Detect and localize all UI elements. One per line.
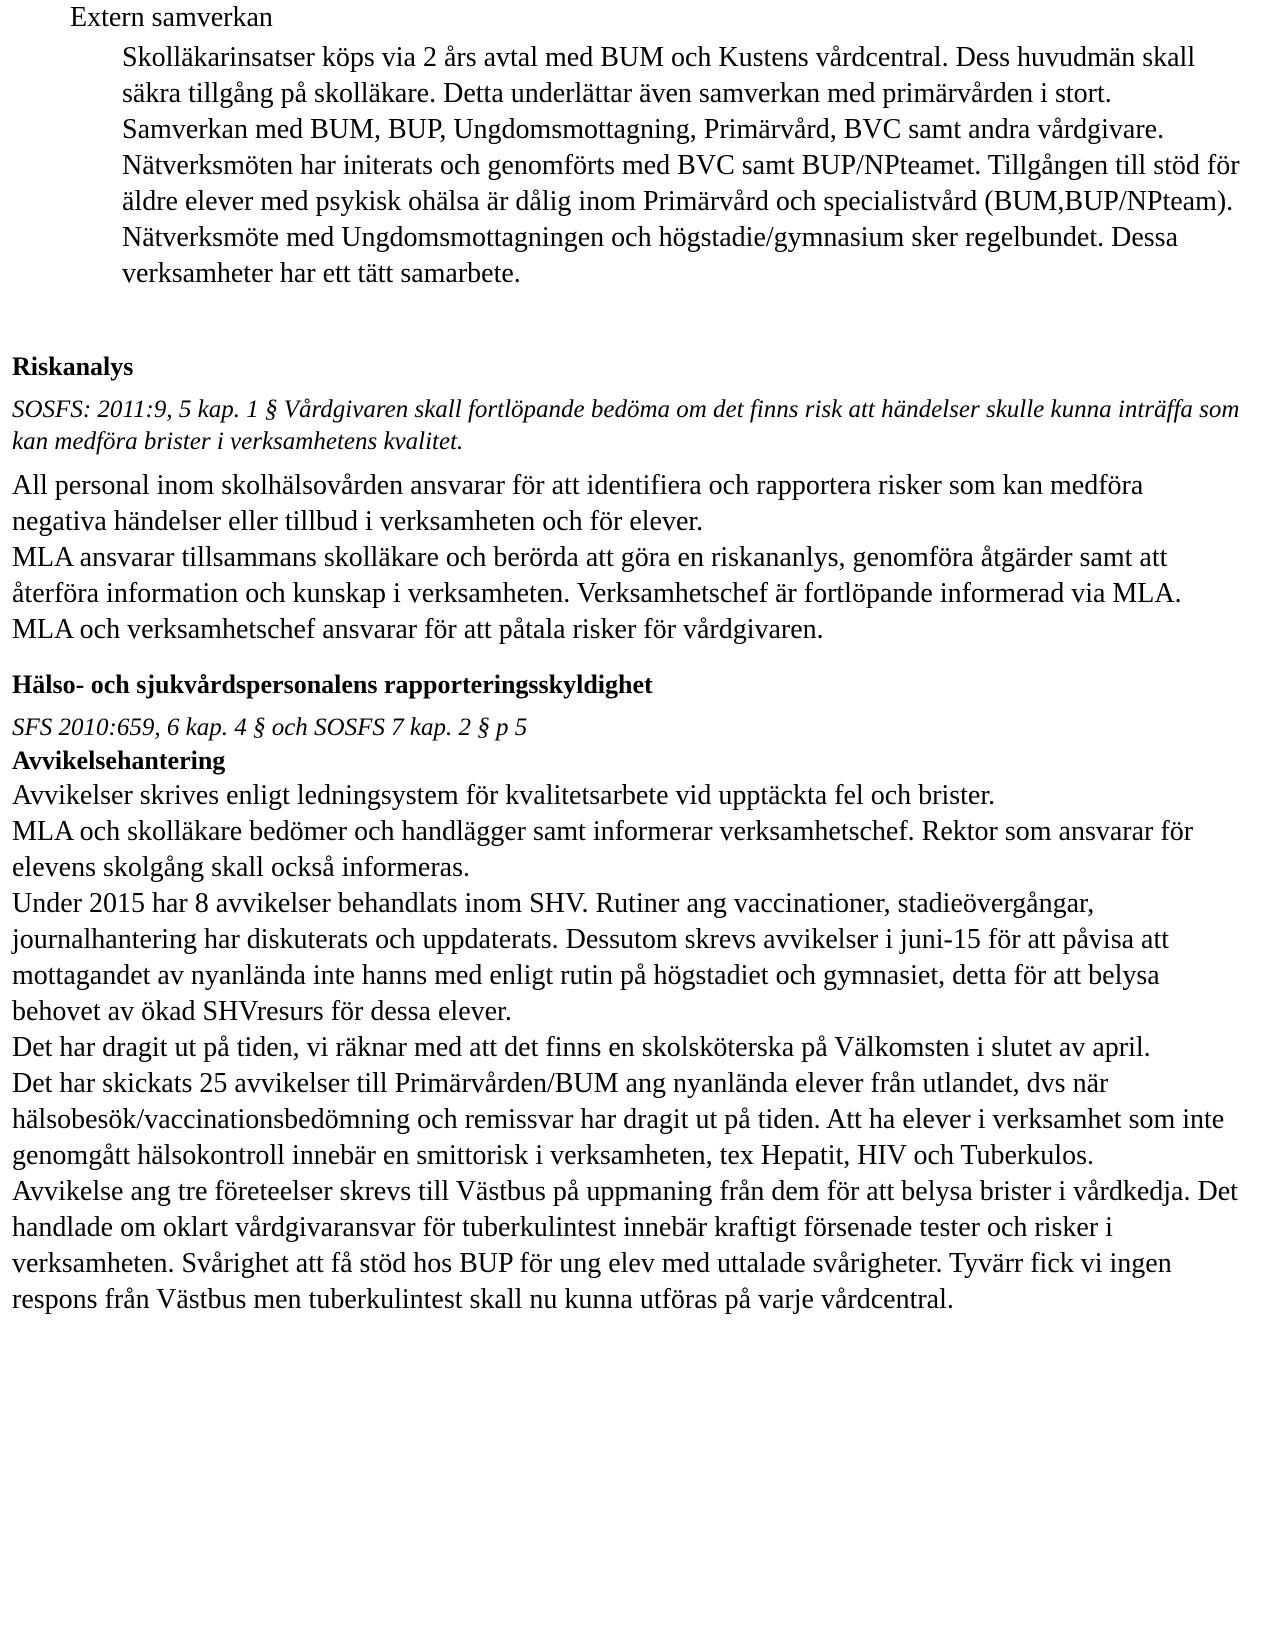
section-spacer xyxy=(12,292,1244,350)
rapportering-citation: SFS 2010:659, 6 kap. 4 § och SOSFS 7 kap. 2 § p 5 xyxy=(12,714,528,741)
extern-samverkan-paragraph-2: Samverkan med BUM, BUP, Ungdomsmottagning, Primärvård, BVC samt andra vårdgivare. Nätverksmöten har initerats och genomförts med BVC samt BUP/NPteamet. Tillgången till stöd för äldre elever med psykisk ohälsa är dålig inom Primärvård och specialistvård (BUM,BUP/NPteam). xyxy=(122,114,1240,217)
riskanalys-heading: Riskanalys xyxy=(12,352,134,381)
section-rapporteringsskyldighet xyxy=(12,668,1244,744)
avvikelsehantering-paragraph-2: MLA och skolläkare bedömer och handlägger samt informerar verksamhetschef. Rektor som ansvarar för elevens skolgång skall också informeras. xyxy=(12,816,1194,883)
riskanalys-citation: SOSFS: 2011:9, 5 kap. 1 § Vårdgivaren skall fortlöpande bedöma om det finns risk att händelser skulle kunna inträffa som kan medföra brister i verksamhetens kvalitet. xyxy=(12,396,1240,455)
citation-spacer xyxy=(12,458,1244,468)
extern-samverkan-body xyxy=(122,40,1244,292)
section-riskanalys xyxy=(12,350,1244,648)
avvikelsehantering-heading: Avvikelsehantering xyxy=(12,746,226,775)
avvikelsehantering-paragraph-6: Avvikelse ang tre företeelser skrevs till Västbus på uppmaning från dem för att belysa brister i vårdkedja. Det handlade om oklart vårdgivaransvar för tuberkulintest innebär kraftigt försenade tester och risker i verksamheten. Svårighet att få stöd hos BUP för ung elev med uttalade svårigheter. Tyvärr fick vi ingen respons från Västbus men tuberkulintest skall nu kunna utföras på varje vårdcentral. xyxy=(12,1176,1238,1315)
extern-samverkan-paragraph-1: Skolläkarinsatser köps via 2 års avtal med BUM och Kustens vårdcentral. Dess huvudmän skall säkra tillgång på skolläkare. Detta underlättar även samverkan med primärvården i stort. xyxy=(122,42,1196,109)
section-spacer xyxy=(12,648,1244,668)
rapportering-heading: Hälso- och sjukvårdspersonalens rapporteringsskyldighet xyxy=(12,670,653,699)
section-avvikelsehantering xyxy=(12,744,1244,1318)
heading-spacer xyxy=(12,702,1244,712)
section-extern-samverkan xyxy=(12,0,1244,292)
avvikelsehantering-paragraph-1: Avvikelser skrives enligt ledningsystem för kvalitetsarbete vid upptäckta fel och brister. xyxy=(12,780,996,811)
avvikelsehantering-paragraph-3: Under 2015 har 8 avvikelser behandlats inom SHV. Rutiner ang vaccinationer, stadieövergångar, journalhantering har diskuterats och uppdaterats. Dessutom skrevs avvikelser i juni-15 för att påvisa att mottagandet av nyanlända inte hanns med enligt rutin på högstadiet och gymnasiet, detta för att belysa behovet av ökad SHVresurs för dessa elever. xyxy=(12,888,1170,1027)
extern-samverkan-heading: Extern samverkan xyxy=(70,2,273,33)
extern-samverkan-paragraph-3: Nätverksmöte med Ungdomsmottagningen och högstadie/gymnasium sker regelbundet. Dessa verksamheter har ett tätt samarbete. xyxy=(122,222,1179,289)
riskanalys-paragraph-2: MLA ansvarar tillsammans skolläkare och berörda att göra en riskananlys, genomföra åtgärder samt att återföra information och kunskap i verksamheten. Verksamhetschef är fortlöpande informerad via MLA. MLA och verksamhetschef ansvarar för att påtala risker för vårdgivaren. xyxy=(12,542,1182,645)
heading-spacer xyxy=(12,384,1244,394)
riskanalys-paragraph-1: All personal inom skolhälsovården ansvarar för att identifiera och rapportera risker som kan medföra negativa händelser eller tillbud i verksamheten och för elever. xyxy=(12,470,1144,537)
avvikelsehantering-paragraph-5: Det har skickats 25 avvikelser till Primärvården/BUM ang nyanlända elever från utlandet, dvs när hälsobesök/vaccinationsbedömning och remissvar har dragit ut på tiden. Att ha elever i verksamhet som inte genomgått hälsokontroll innebär en smittorisk i verksamheten, tex Hepatit, HIV och Tuberkulos. xyxy=(12,1068,1225,1171)
avvikelsehantering-paragraph-4: Det har dragit ut på tiden, vi räknar med att det finns en skolsköterska på Välkomsten i slutet av april. xyxy=(12,1032,1151,1063)
